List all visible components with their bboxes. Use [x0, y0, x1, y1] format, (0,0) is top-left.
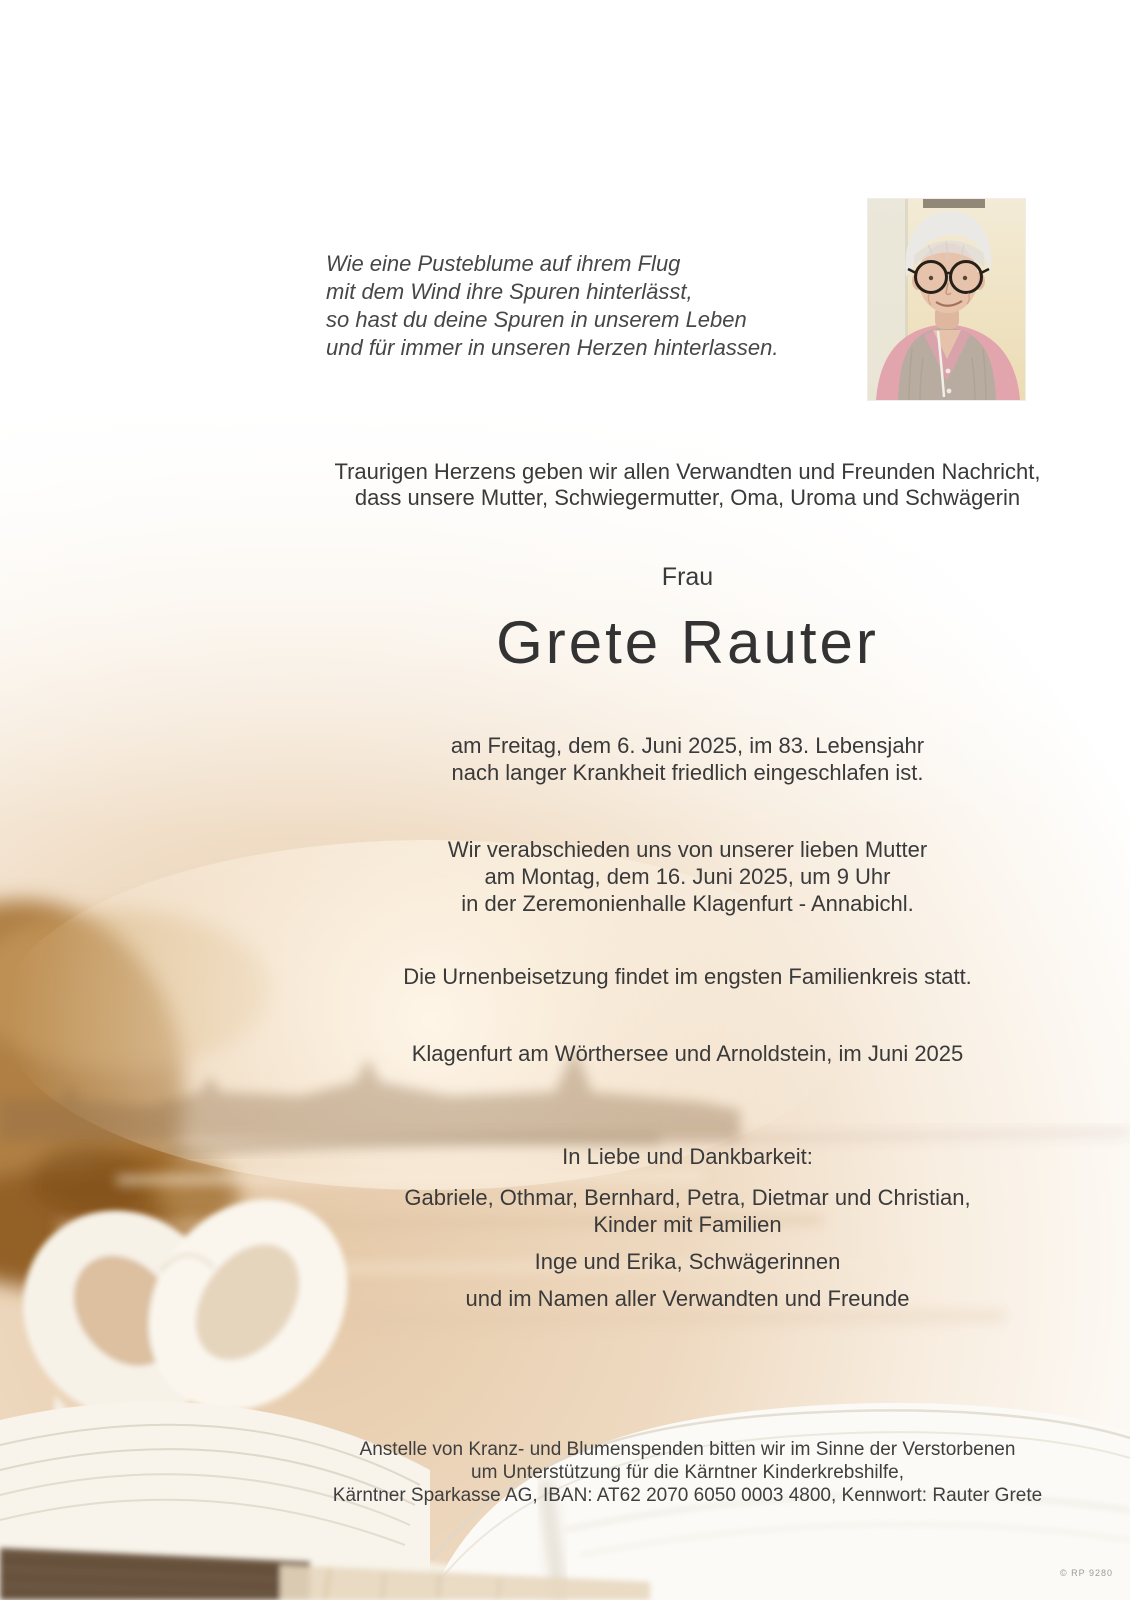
portrait-photo	[868, 199, 1025, 400]
poem-line: mit dem Wind ihre Spuren hinterlässt,	[326, 279, 693, 304]
memorial-poem	[326, 250, 778, 362]
passing-line-1: am Freitag, dem 6. Juni 2025, im 83. Lebensjahr	[450, 733, 925, 758]
poem-line: Wie eine Pusteblume auf ihrem Flug	[326, 251, 681, 276]
donation-line-3: Kärntner Sparkasse AG, IBAN: AT62 2070 6050 0003 4800, Kennwort: Rauter Grete	[332, 1485, 1043, 1506]
passing-line-2: nach langer Krankheit friedlich eingeschlafen ist.	[451, 760, 924, 785]
passing-details	[250, 732, 1125, 786]
salutation: Frau	[661, 563, 714, 591]
mourning-sisters-in-law: Inge und Erika, Schwägerinnen	[534, 1249, 841, 1274]
window-frame	[923, 199, 985, 208]
donation-request	[250, 1438, 1125, 1507]
farewell-line-2: am Montag, dem 16. Juni 2025, um 9 Uhr	[484, 864, 891, 889]
poem-line: und für immer in unseren Herzen hinterlassen.	[326, 335, 779, 360]
donation-line-2: um Unterstützung für die Kärntner Kinderkrebshilfe,	[471, 1462, 904, 1483]
mourning-children-line-1: Gabriele, Othmar, Bernhard, Petra, Dietmar und Christian,	[404, 1185, 971, 1210]
farewell-line-3: in der Zeremonienhalle Klagenfurt - Annabichl.	[461, 891, 914, 916]
place-and-date: Klagenfurt am Wörthersee und Arnoldstein, im Juni 2025	[411, 1041, 964, 1066]
poem-line: so hast du deine Spuren in unserem Leben	[326, 307, 747, 332]
death-announcement	[250, 459, 1125, 511]
donation-line-1: Anstelle von Kranz- und Blumenspenden bitten wir im Sinne der Verstorbenen	[359, 1439, 1016, 1460]
farewell-ceremony-details	[250, 836, 1125, 917]
print-copyright-code: © RP 9280	[1060, 1568, 1113, 1578]
urn-burial-notice: Die Urnenbeisetzung findet im engsten Familienkreis statt.	[403, 964, 972, 989]
mourning-all-others: und im Namen aller Verwandten und Freunde	[465, 1286, 910, 1311]
announcement-line-1: Traurigen Herzens geben wir allen Verwandten und Freunden Nachricht,	[334, 459, 1041, 484]
mourning-intro: In Liebe und Dankbarkeit:	[562, 1144, 813, 1169]
farewell-line-1: Wir verabschieden uns von unserer lieben Mutter	[447, 837, 928, 862]
announcement-line-2: dass unsere Mutter, Schwiegermutter, Oma, Uroma und Schwägerin	[354, 485, 1021, 510]
deceased-name: Grete Rauter	[496, 609, 879, 676]
mourning-children-line-2: Kinder mit Familien	[593, 1212, 782, 1237]
mourners-list	[250, 1143, 1125, 1312]
